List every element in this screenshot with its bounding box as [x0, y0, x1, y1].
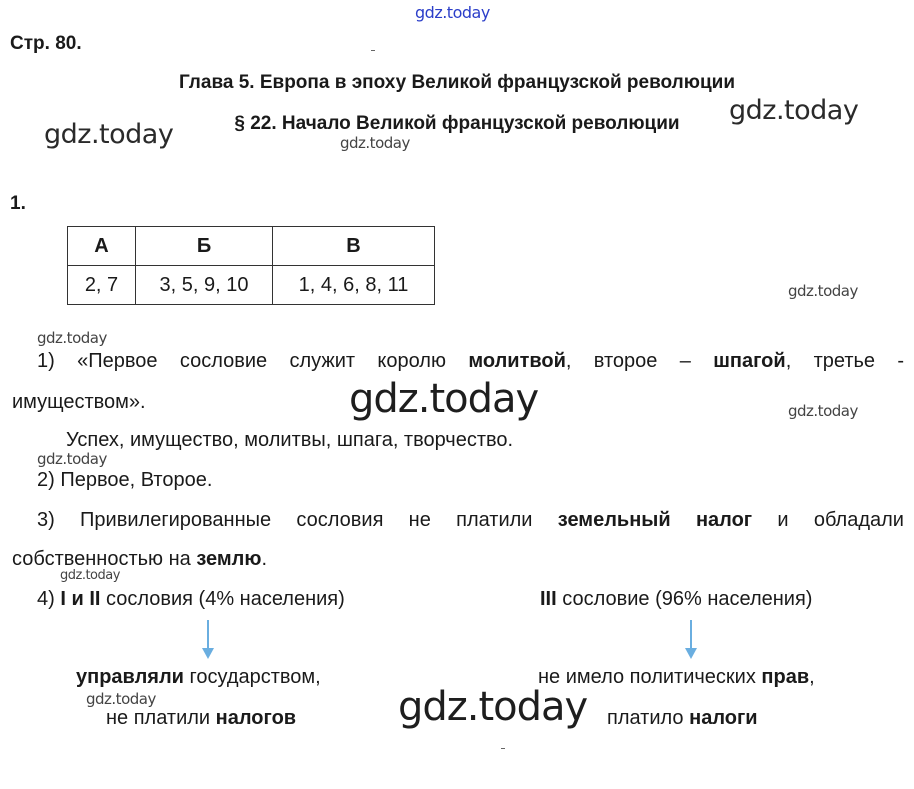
item4-text: государством, [189, 666, 321, 688]
item4-left-result1 [76, 666, 321, 689]
watermark-item2-above: gdz.today [37, 450, 107, 468]
watermark-bottom-small: gdz.today [86, 690, 156, 708]
item2-text: 2) Первое, Второе. [37, 469, 213, 491]
arrow-down-icon [685, 648, 697, 659]
item3-line1 [12, 509, 904, 532]
watermark-top: gdz.today [415, 3, 490, 22]
arrow-right-shaft [690, 620, 692, 650]
table-header-row [68, 227, 435, 266]
watermark-table-right: gdz.today [788, 282, 858, 300]
watermark-center-big: gdz.today [349, 376, 539, 422]
item3-text: и обладали [777, 509, 904, 531]
item3-bold-land: землю [196, 548, 262, 570]
table-header-cell: А [68, 227, 136, 266]
item4-right-result2 [607, 707, 758, 730]
table-header-cell: Б [136, 227, 273, 266]
item1-text: , второе – [565, 350, 691, 372]
item1-line1 [12, 350, 904, 373]
task-number: 1. [10, 193, 26, 214]
watermark-bottom-big: gdz.today [398, 684, 588, 730]
section-title: § 22. Начало Великой французской революции [234, 113, 680, 134]
item3-text: собственностью на [12, 548, 191, 570]
arrow-down-icon [202, 648, 214, 659]
item1-bold-sword: шпагой [713, 350, 786, 372]
item4-left-bold: I и II [60, 588, 101, 610]
item1-line2: имуществом». [12, 391, 146, 413]
item3-bold-land-tax: земельный налог [557, 509, 753, 531]
item4-text: , [809, 666, 815, 688]
item1-bold-prayer: молитвой [468, 350, 566, 372]
item4-bold-rights: прав [761, 666, 810, 688]
table-cell: 2, 7 [68, 266, 136, 305]
table-header-cell: В [273, 227, 435, 266]
watermark-item1-above: gdz.today [37, 329, 107, 347]
arrow-left-shaft [207, 620, 209, 650]
item3-line2 [12, 548, 267, 571]
item1-text: 1) «Первое сословие служит королю [37, 350, 446, 372]
item4-right-text: сословие (96% населения) [562, 588, 813, 610]
item4-bold-paid-taxes: налоги [689, 707, 758, 729]
item4-prefix: 4) [37, 588, 55, 610]
item3-text: . [261, 548, 268, 570]
scan-speck [501, 748, 505, 749]
page-number: Стр. 80. [10, 33, 82, 54]
item4-left-heading [37, 588, 345, 611]
item4-bold-ruled: управляли [76, 666, 184, 688]
table-row [68, 266, 435, 305]
watermark-heading-small: gdz.today [340, 134, 410, 152]
item4-text: не платили [106, 707, 211, 729]
item4-bold-taxes: налогов [215, 707, 297, 729]
answer-table [67, 226, 435, 305]
item4-left-text: сословия (4% населения) [106, 588, 345, 610]
watermark-item4-above: gdz.today [60, 568, 120, 583]
scan-speck [371, 50, 375, 51]
table-cell: 1, 4, 6, 8, 11 [273, 266, 435, 305]
watermark-heading-left: gdz.today [44, 119, 174, 150]
item4-text: не имело политических [538, 666, 756, 688]
chapter-title: Глава 5. Европа в эпоху Великой французской революции [178, 72, 736, 93]
watermark-item1-right: gdz.today [788, 402, 858, 420]
item4-right-heading [540, 588, 812, 611]
item4-text: платило [607, 707, 684, 729]
item4-left-result2 [106, 707, 296, 730]
item1-words: Успех, имущество, молитвы, шпага, творчество. [66, 429, 514, 451]
item3-text: 3) Привилегированные сословия не платили [37, 509, 533, 531]
watermark-heading-right: gdz.today [729, 95, 859, 126]
item1-text: , третье - [785, 350, 905, 372]
item4-right-bold: III [540, 588, 557, 610]
table-cell: 3, 5, 9, 10 [136, 266, 273, 305]
item4-right-result1 [538, 666, 815, 689]
